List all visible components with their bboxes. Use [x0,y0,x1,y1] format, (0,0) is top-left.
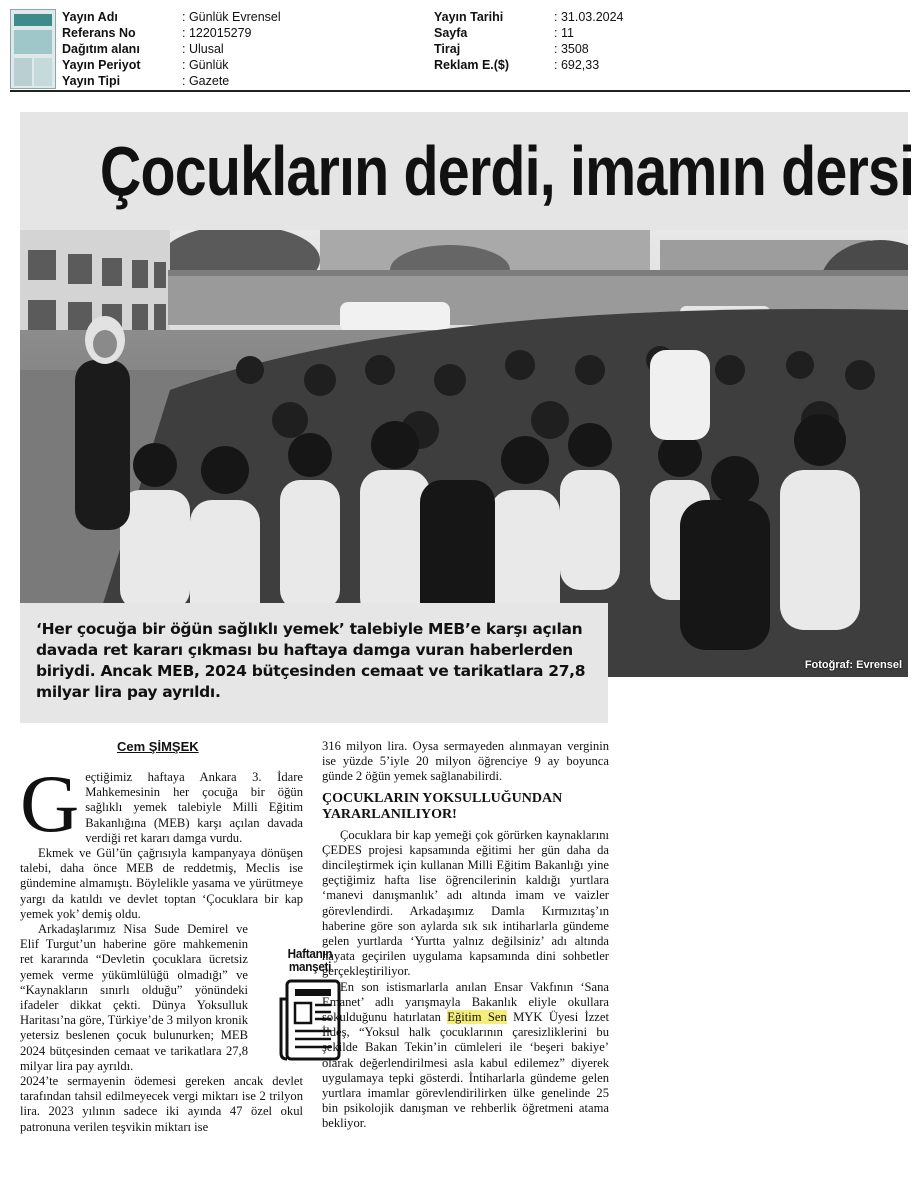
meta-key: Dağıtım alanı [62,42,140,56]
section-subheading: ÇOCUKLARIN YOKSULLUĞUNDAN YARARLANILIYOR! [322,790,563,822]
article-column-right [322,739,609,1132]
meta-key: Yayın Periyot [62,58,141,72]
meta-key: Referans No [62,26,136,40]
lede-box [20,603,608,723]
meta-value: : Günlük Evrensel [182,10,281,24]
paragraph: Çocuklara bir kap yemeği çok görürken kaynaklarını ÇEDES projesi kapsamında eğitimi her gün daha da dincileştirmek için kullanan Milli Eğitim Bakanlığı yine geçtiğimiz hafta lise öğrencilerinin kaldığı yurtlara ‘manevi danışmanlık’ adı altında imam ve vaizler görevlendirdi. Arkadaşımız Damla Kırmızıtaş’ın haberine göre son aylarda sık sık intiharlarla gündeme gelen yurtlarda ‘Yurtta yalnız değilsiniz’ adı altında hayata geçirilen uygulama kapsamında dini sohbetler gerçekleştiriliyor. [322,827,609,979]
publication-meta-left [62,9,281,89]
meta-key: Reklam E.($) [434,58,510,72]
meta-key: Sayfa [434,26,468,40]
inset-label: Haftanın manşeti [287,946,333,974]
paragraph: 316 milyon lira. Oysa sermayeden alınmayan verginin ise yüzde 5’iyle 20 milyon öğrenciye 9 ay boyunca günde 2 öğün yemek sağlanabilirdi. [322,739,609,784]
meta-row [434,25,624,41]
meta-value: : 692,33 [554,58,600,72]
highlighted-term: Eğitim Sen [447,1010,507,1025]
meta-value: : Günlük [182,58,229,72]
meta-value: : Ulusal [182,42,224,56]
lede-text: ‘Her çocuğa bir öğün sağlıklı yemek’ talebiyle MEB’e karşı açılan davada ret kararı çıkması bu haftaya damga vuran haberlerden biriydi. Ancak MEB, 2024 bütçesinden cemaat ve tarikatlara 27,8 milyar lira pay ayrıldı. [36,620,586,701]
meta-value: : 122015279 [182,26,252,40]
meta-value: : 3508 [554,42,589,56]
meta-value: : 31.03.2024 [554,10,624,24]
meta-row [62,73,281,89]
meta-value: : 11 [554,26,574,40]
drop-cap: G [20,758,80,849]
headline-band [20,112,915,230]
paragraph-text: MYK Üyesi İzzet İldeş, “Yoksul halk çocuklarının çaresizliklerini bu şekilde Bakan Tekin’in cümleleri ile ‘beşeri bakiye’ olarak değerlendirilmesi asla kabul edilemez” diyerek uygulamaya tepki gösterdi. İntiharlarla gündeme gelen yurtlara imamlar görevlendirilirken ülke genelinde 25 bin psikolojik danışman ve rehberlik öğretmeni atama bekliyor. [322,1010,609,1131]
header-divider [10,90,910,92]
meta-row [62,25,281,41]
paragraph [20,758,303,849]
paragraph: 2024’te sermayenin ödemesi gereken ancak devlet tarafından tahsil edilmeyecek vergi miktarı ise 2 trilyon lira. 2023 yılının sadece iki ayında 47 özel okul patronuna verilen teşvikin miktarı ise [20,1074,303,1134]
meta-row [434,41,624,57]
paragraph-text: En son istismarlarla anılan Ensar Vakfının ‘Sana Emanet’ adlı yarışmayla Bakanlık eliyle okullara sokulduğunu hatırlatan [322,979,609,1025]
meta-key: Yayın Adı [62,10,118,24]
paragraph-text: eçtiğimiz haftaya Ankara 3. İdare Mahkemesinin her çocuğa bir öğün sağlıklı yemek talebiyle Milli Eğitim Bakanlığına (MEB) karşı açılan davada verdiği ret kararı damga vurdu. [85,770,303,845]
meta-row [434,9,624,25]
meta-row [62,41,281,57]
paragraph: Arkadaşlarımız Nisa Sude Demirel ve Elif Turgut’un haberine göre mahkemenin ret kararında “Devletin çocuklara ücretsiz yemek verme yükümlülüğü olmadığı” ve “Kaynakların sınırlı olduğu” yönündeki ifadeler dikkat çekti. Dünya Yoksulluk Haritası’na göre, Türkiye’de 3 milyon kronik yetersiz beslenen çocuk bulunurken; MEB 2024 bütçesinden cemaat ve tarikatlara 27,8 milyar lira pay ayrıldı. [20,922,248,1073]
meta-value: : Gazete [182,74,230,88]
meta-row [62,57,281,73]
meta-key: Yayın Tipi [62,74,121,88]
byline: Cem ŞİMŞEK [117,739,199,754]
paragraph [322,980,609,1132]
photo-credit: Fotoğraf: Evrensel [804,659,902,671]
meta-key: Tiraj [434,42,461,56]
article-column-left [20,758,303,1135]
meta-key: Yayın Tarihi [434,10,504,24]
meta-row [434,57,624,73]
headline: Çocukların derdi, imamın dersi [99,132,915,210]
meta-row [62,9,281,25]
publication-meta-right [434,9,624,73]
paragraph: Ekmek ve Gül’ün çağrısıyla kampanyaya dönüşen talebi, daha önce MEB de reddetmiş, Meclis ise gündemine almamıştı. Böylelikle yasama ve yürütmeye yargı da katıldı ve devlet toptan ‘Çocuklara bir kap yemek yok’ demiş oldu. [20,846,303,921]
newspaper-thumbnail [10,9,56,89]
